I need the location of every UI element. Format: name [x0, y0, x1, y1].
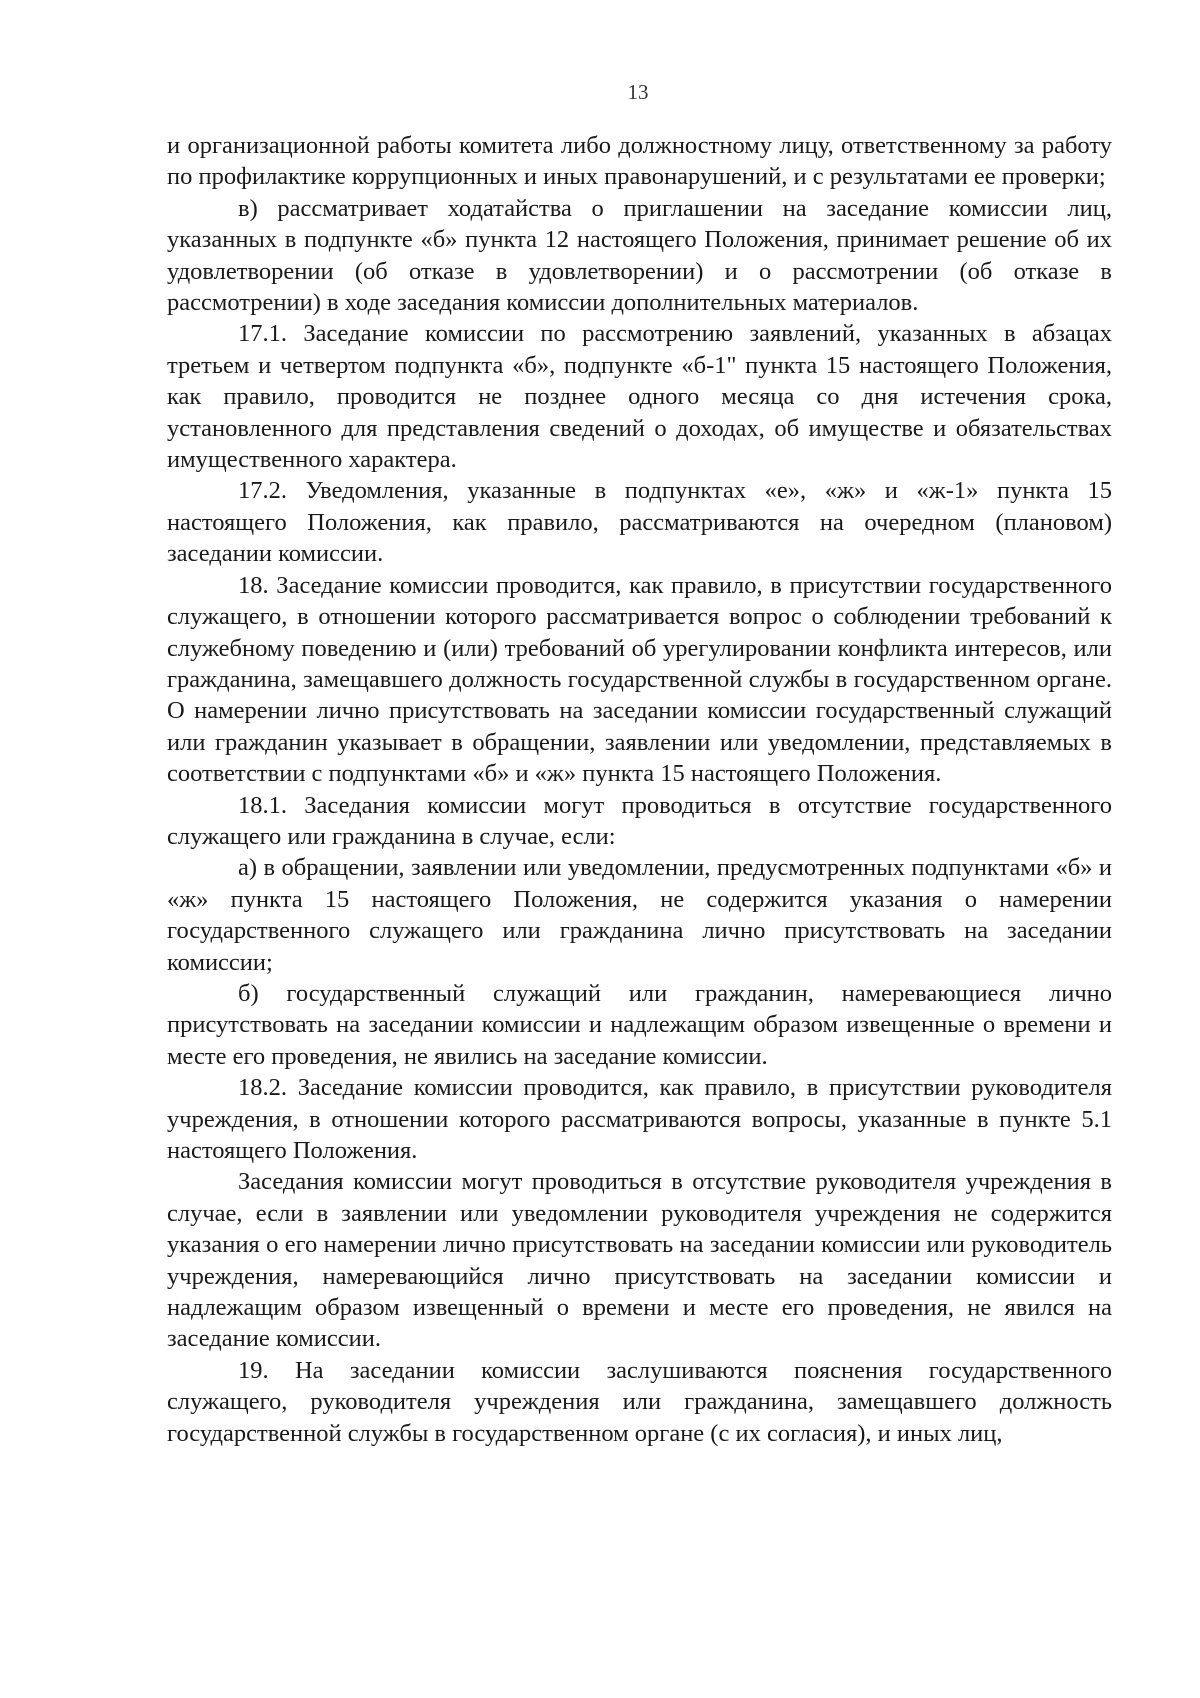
- paragraph-18-2-cont: Заседания комиссии могут проводиться в отсутствие руководителя учреждения в случае, если в заявлении или уведомлении руководителя учреждения не содержится указания о его намерении лично присутствовать на заседании комиссии или руководитель учреждения, намеревающийся лично присутствовать на заседании комиссии и надлежащим образом извещенный о времени и месте его проведения, не явился на заседание комиссии.: [167, 1168, 1112, 1353]
- paragraph-17-2: 17.2. Уведомления, указанные в подпунктах «е», «ж» и «ж-1» пункта 15 настоящего Положения, как правило, рассматриваются на очередном (плановом) заседании комиссии.: [167, 477, 1112, 568]
- paragraph-17-1: 17.1. Заседание комиссии по рассмотрению заявлений, указанных в абзацах третьем и четвертом подпункта «б», подпункте «б-1" пункта 15 настоящего Положения, как правило, проводится не позднее одного месяца со дня истечения срока, установленного для представления сведений о доходах, об имуществе и обязательствах имущественного характера.: [167, 320, 1112, 474]
- document-body: [167, 130, 1112, 1449]
- paragraph-18-1-a: а) в обращении, заявлении или уведомлении, предусмотренных подпунктами «б» и «ж» пункта 15 настоящего Положения, не содержится указания о намерении государственного служащего или гражданина лично присутствовать на заседании комиссии;: [167, 854, 1112, 976]
- paragraph-18: 18. Заседание комиссии проводится, как правило, в присутствии государственного служащего, в отношении которого рассматривается вопрос о соблюдении требований к служебному поведению и (или) требований об урегулировании конфликта интересов, или гражданина, замещавшего должность государственной службы в государственном органе. О намерении лично присутствовать на заседании комиссии государственный служащий или гражданин указывает в обращении, заявлении или уведомлении, представляемых в соответствии с подпунктами «б» и «ж» пункта 15 настоящего Положения.: [167, 571, 1112, 788]
- paragraph-18-2: 18.2. Заседание комиссии проводится, как правило, в присутствии руководителя учреждения, в отношении которого рассматриваются вопросы, указанные в пункте 5.1 настоящего Положения.: [167, 1074, 1112, 1164]
- paragraph-18-1: 18.1. Заседания комиссии могут проводиться в отсутствие государственного служащего или гражданина в случае, если:: [167, 791, 1112, 850]
- paragraph-19: 19. На заседании комиссии заслушиваются пояснения государственного служащего, руководителя учреждения или гражданина, замещавшего должность государственной службы в государственном органе (с их согласия), и иных лиц,: [167, 1356, 1112, 1447]
- page-number: 13: [627, 80, 649, 104]
- paragraph-item-v: в) рассматривает ходатайства о приглашении на заседание комиссии лиц, указанных в подпункте «б» пункта 12 настоящего Положения, принимает решение об их удовлетворении (об отказе в удовлетворении) и о рассмотрении (об отказе в рассмотрении) в ходе заседания комиссии дополнительных материалов.: [167, 194, 1112, 317]
- paragraph-18-1-b: б) государственный служащий или гражданин, намеревающиеся лично присутствовать на заседании комиссии и надлежащим образом извещенные о времени и месте его проведения, не явились на заседание комиссии.: [167, 979, 1112, 1070]
- paragraph-continuation: и организационной работы комитета либо должностному лицу, ответственному за работу по профилактике коррупционных и иных правонарушений, и с результатами ее проверки;: [167, 132, 1112, 191]
